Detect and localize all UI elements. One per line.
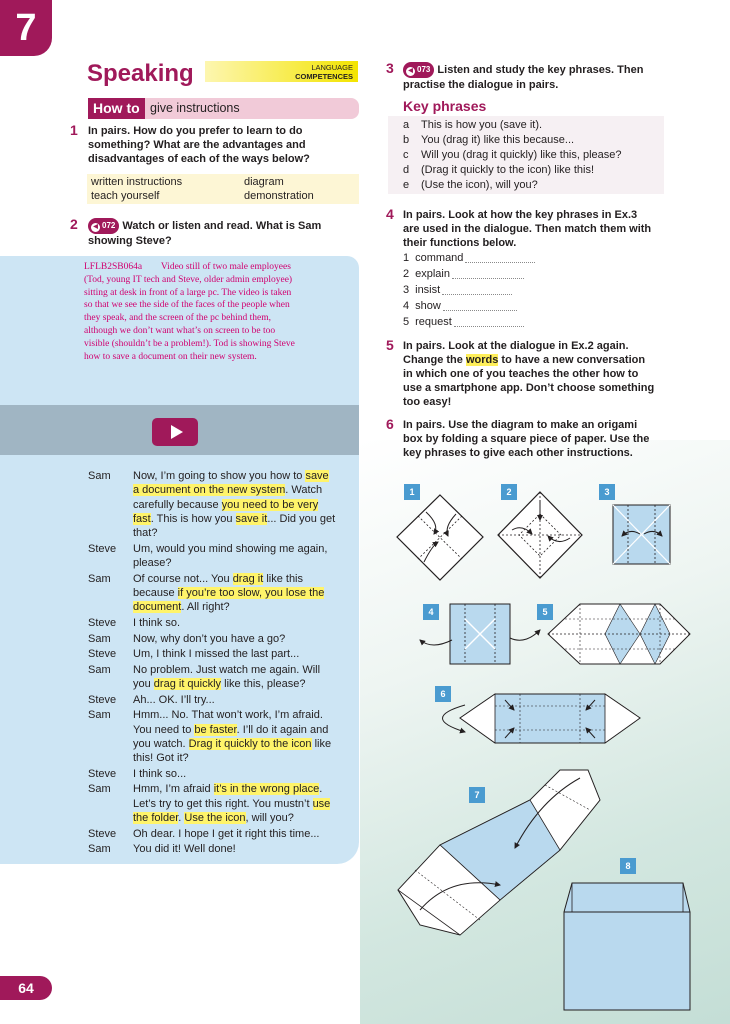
video-note-line: LFLB2SB064a Video still of two male employees [84,262,291,272]
dialogue-speaker: Steve [88,767,117,780]
function-number: 1 [403,252,410,264]
dialogue-text: that? [133,527,158,540]
origami-step-6-drawing [443,694,641,743]
exercise-5-line: in which one of you teaches the other how to [403,368,639,380]
exercise-5-text-part: to have a new conversation [498,354,646,366]
dialogue-text: I think so. [133,616,181,629]
highlighted-phrase: drag it [232,572,264,585]
dialogue-text: like this, please? [221,678,306,690]
exercise-6-line: In pairs. Use the diagram to make an origami [403,419,638,431]
dialogue-text: . I’ll do it again and [236,723,329,736]
function-number: 2 [403,268,410,280]
badge-line-2: COMPETENCES [295,72,353,81]
origami-step-number: 2 [501,484,517,500]
dialogue-speaker: Sam [88,783,111,796]
way-item: written instructions [91,176,183,188]
exercise-4-line: are used in the dialogue. Then match them with [403,223,652,235]
function-word: insist [415,284,441,296]
exercise-2-line: Watch or listen and read. What is Sam [122,220,322,232]
dialogue-text: Um, would you mind showing me again, [133,542,328,555]
exercise-1-line: disadvantages of each of the ways below? [88,153,310,165]
page-title: Speaking [87,60,194,87]
origami-step-8-drawing [564,883,690,1010]
exercise-2-number: 2 [70,216,78,232]
function-word: command [415,252,464,264]
highlighted-phrase: Drag it quickly to the icon [188,737,312,750]
dialogue-text: You need to [133,723,195,736]
key-phrase-letter: e [403,179,410,191]
origami-step-number: 6 [435,686,451,702]
dialogue-text: Let’s try to get this right. You mustn’t [133,797,313,810]
exercise-5-text-part: Change the [403,354,466,366]
speaker-icon: ◀ [406,67,415,76]
dialogue-text: because [133,587,178,599]
origami-step-number: 1 [404,484,420,500]
key-phrase-text: Will you (drag it quickly) like this, please? [421,149,622,161]
dialogue-text: like this [263,572,304,585]
origami-step-number: 4 [423,604,439,620]
dialogue-speaker: Steve [88,648,117,661]
highlighted-phrase: be faster [194,723,237,736]
dialogue-text: Now, why don’t you have a go? [133,632,286,645]
video-note-line: sitting at desk in front of a large pc. The video is taken [84,287,292,298]
dialogue-text: Hmm... No. That won’t work, I’m afraid. [133,709,323,722]
key-phrase-text: You (drag it) like this because... [421,134,575,146]
dialogue-text: you watch. [133,737,189,750]
function-word: request [415,316,452,328]
highlighted-phrase: fast [133,512,151,525]
way-item: diagram [244,176,284,188]
highlighted-phrase: you need to be very [221,498,319,511]
dialogue-text: . All right? [181,601,230,614]
dialogue-text: ... Did you get [267,512,336,525]
dialogue-text: this! Got it? [133,752,189,765]
exercise-6-line: key phrases to give each other instructions. [403,447,633,459]
dialogue-speaker: Steve [88,693,117,706]
highlighted-phrase: document [133,601,182,614]
function-number: 3 [403,284,410,296]
dialogue-text: Of course not... You [133,572,233,585]
video-note-line: they speak, and the screen of the pc behind them, [84,313,272,324]
speaker-icon: ◀ [91,223,100,232]
function-word: show [415,300,441,312]
origami-step-number: 3 [599,484,615,500]
function-word: explain [415,268,450,280]
way-item: demonstration [244,190,314,202]
dialogue-text: please? [133,557,172,570]
key-phrase-text: This is how you (save it). [421,119,543,131]
dialogue-speaker: Sam [88,572,111,585]
exercise-1-line: In pairs. How do you prefer to learn to do [88,125,303,137]
highlighted-phrase: save it [235,512,268,525]
dialogue-text: like [311,737,332,750]
exercise-6-number: 6 [386,416,394,432]
audio-track-number: 072 [102,221,116,230]
dialogue-speaker: Sam [88,843,111,856]
exercise-3-number: 3 [386,60,394,76]
origami-step-3-drawing [613,505,670,564]
exercise-4-number: 4 [386,206,394,222]
way-item: teach yourself [91,190,160,202]
highlighted-phrase: if you’re too slow, you lose the [177,587,325,599]
exercise-1-number: 1 [70,122,78,138]
dialogue-text: . Watch [285,484,323,497]
page-number: 64 [18,980,34,996]
highlighted-phrase: use [312,797,331,810]
video-note-line: how to save a document on their new system. [84,351,257,362]
dialogue-text: Um, I think I missed the last part... [133,648,300,661]
exercise-5-number: 5 [386,337,394,353]
dialogue-text: you [133,678,154,690]
dialogue-speaker: Steve [88,616,117,629]
exercise-6-line: box by folding a square piece of paper. Use the [403,433,650,445]
video-note-line: visible (shouldn’t be a problem!). Tod is showing Steve [84,338,295,349]
how-to-text: give instructions [150,101,240,115]
key-phrases-title: Key phrases [403,98,487,114]
exercise-4-line: In pairs. Look at how the key phrases in Ex.3 [403,209,638,221]
dialogue-text: Now, I’m going to show you how to [133,470,306,482]
highlighted-phrase: a document on the new system [133,484,286,497]
exercise-3-line: Listen and study the key phrases. Then [437,64,644,76]
origami-step-5-drawing [548,604,690,664]
audio-track-number: 073 [417,65,431,74]
dialogue-text: Hmm, I’m afraid [133,783,214,796]
dialogue-speaker: Sam [88,470,111,482]
dialogue-text: Oh dear. I hope I get it right this time... [133,827,320,840]
how-to-tag: How to [88,98,145,119]
key-phrase-letter: a [403,119,410,131]
highlighted-phrase: it’s in the wrong place [213,783,320,796]
key-phrase-letter: b [403,134,410,146]
video-note-line: (Tod, young IT tech and Steve, older admin employee) [84,274,293,285]
dialogue-speaker: Steve [88,827,117,840]
dialogue-text: , will you? [245,811,294,824]
key-phrase-text: (Use the icon), will you? [421,179,538,191]
exercise-3-line: practise the dialogue in pairs. [403,79,559,91]
origami-step-number: 7 [469,787,485,803]
dialogue-text: No problem. Just watch me again. Will [133,663,321,676]
exercise-2-line: showing Steve? [88,235,172,247]
origami-step-number: 5 [537,604,553,620]
dialogue-text: . This is how you [150,512,236,525]
origami-step-2-drawing [498,492,582,578]
dialogue-text: I think so... [133,767,187,780]
dialogue-speaker: Sam [88,663,111,676]
key-phrase-letter: d [403,164,410,176]
dialogue-speaker: Steve [88,542,117,555]
dialogue-text: You did it! Well done! [133,843,236,856]
function-number: 4 [403,300,410,312]
video-note-line: so that we see the side of the faces of the people when [84,300,290,311]
origami-step-1-drawing [397,495,483,580]
highlighted-phrase: Use the icon [184,811,246,824]
dialogue-speaker: Sam [88,709,111,722]
exercise-1-line: something? What are the advantages and [88,139,306,151]
highlighted-word: words [465,354,499,366]
dialogue-text: carefully because [133,498,222,511]
highlighted-phrase: drag it quickly [153,678,222,690]
exercise-4-line: their functions below. [403,237,517,249]
highlighted-phrase: save [305,470,329,482]
highlighted-phrase: the folder [133,811,179,824]
unit-number: 7 [15,6,37,49]
badge-line-1: LANGUAGE [311,63,353,72]
exercise-5-line: too easy! [403,396,452,408]
origami-step-number: 8 [620,858,636,874]
dialogue-text: . [319,783,323,796]
dialogue-text: . [178,811,185,824]
video-note-line: although we don’t want what’s on screen to be too [84,325,276,336]
exercise-5-line: use a smartphone app. Don’t choose something [403,382,655,394]
dialogue-text: Ah... OK. I’ll try... [133,693,215,706]
exercise-5-line: In pairs. Look at the dialogue in Ex.2 again. [403,340,629,352]
function-number: 5 [403,316,410,328]
key-phrase-letter: c [403,149,409,161]
key-phrase-text: (Drag it quickly to the icon) like this! [421,164,595,176]
dialogue-speaker: Sam [88,632,111,645]
